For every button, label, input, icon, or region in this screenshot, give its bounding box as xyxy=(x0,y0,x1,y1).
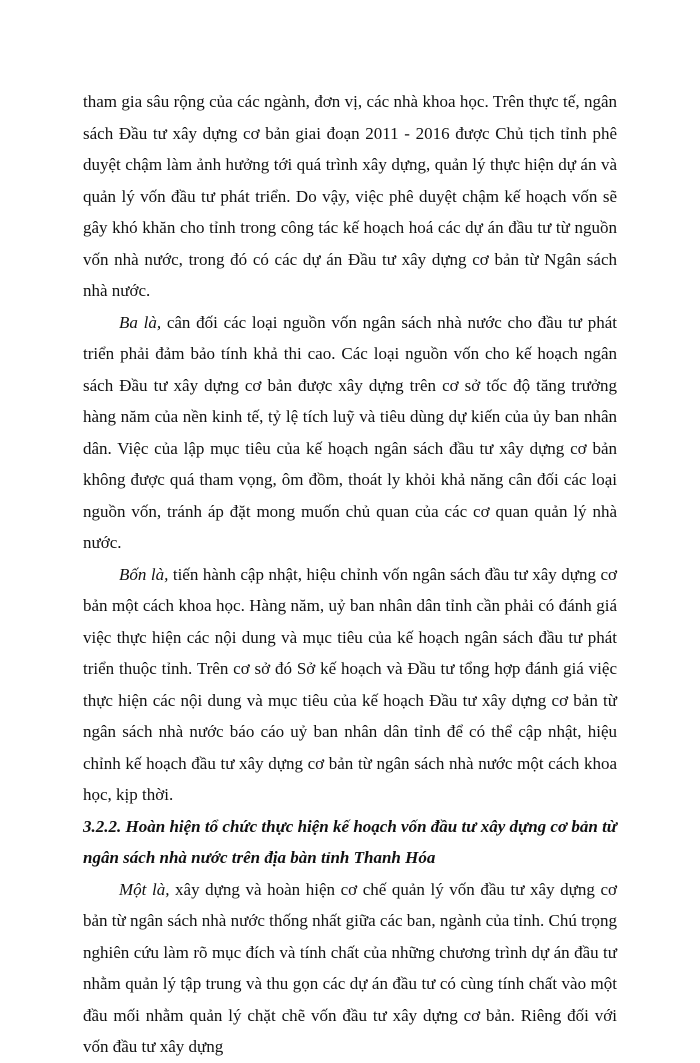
paragraph-text: cân đối các loại nguồn vốn ngân sách nhà nước cho đầu tư phát triển phải đảm bảo tính khả thi cao. Các loại nguồn vốn cho kế hoạch ngân sách Đầu tư xây dựng cơ bản được xây dựng trên cơ sở tốc độ tăng trưởng hàng năm của nền kinh tế, tỷ lệ tích luỹ và tiêu dùng dự kiến của ủy ban nhân dân. Việc của lập mục tiêu của kế hoạch ngân sách đầu tư xây dựng cơ bản không được quá tham vọng, ôm đồm, thoát ly khỏi khả năng cân đối các loại nguồn vốn, tránh áp đặt mong muốn chủ quan của các cơ quan quản lý nhà nước. xyxy=(83,312,617,552)
section-heading: 3.2.2. Hoàn hiện tổ chức thực hiện kế hoạch vốn đầu tư xây dựng cơ bản từ ngân sách nhà nước trên địa bàn tỉnh Thanh Hóa xyxy=(83,816,617,867)
paragraph-lead: Ba là, xyxy=(119,312,162,332)
paragraph-text: tham gia sâu rộng của các ngành, đơn vị, các nhà khoa học. Trên thực tế, ngân sách Đầu tư xây dựng cơ bản giai đoạn 2011 - 2016 được Chủ tịch tỉnh phê duyệt chậm làm ảnh hưởng tới quá trình xây dựng, quản lý thực hiện dự án và quản lý vốn đầu tư phát triển. Do vậy, việc phê duyệt chậm kế hoạch vốn sẽ gây khó khăn cho tỉnh trong công tác kế hoạch hoá các dự án đầu tư từ nguồn vốn nhà nước, trong đó có các dự án Đầu tư xây dựng cơ bản từ Ngân sách nhà nước. xyxy=(83,92,617,300)
paragraph-text: tiến hành cập nhật, hiệu chỉnh vốn ngân sách đầu tư xây dựng cơ bản một cách khoa học. Hàng năm, uỷ ban nhân dân tỉnh cần phải có đánh giá việc thực hiện các nội dung và mục tiêu của kế hoạch ngân sách đầu tư phát triển thuộc tỉnh. Trên cơ sở đó Sở kế hoạch và Đầu tư tổng hợp đánh giá việc thực hiện các nội dung và mục tiêu của kế hoạch Đầu tư xây dựng cơ bản từ ngân sách nhà nước báo cáo uỷ ban nhân dân tỉnh để có thể cập nhật, hiệu chỉnh kế hoạch đầu tư xây dựng cơ bản từ ngân sách nhà nước một cách khoa học, kịp thời. xyxy=(83,564,617,804)
paragraph-mot-la xyxy=(83,874,617,1063)
paragraph-bon-la xyxy=(83,559,617,811)
paragraph-lead: Bốn là, xyxy=(119,564,169,584)
paragraph-lead: Một là, xyxy=(119,879,170,899)
paragraph-text: xây dựng và hoàn hiện cơ chế quản lý vốn đầu tư xây dựng cơ bản từ ngân sách nhà nước thống nhất giữa các ban, ngành của tỉnh. Chú trọng nghiên cứu làm rõ mục đích và tính chất của những chương trình dự án đầu tư nhằm quản lý tập trung và thu gọn các dự án đầu tư có cùng tính chất vào một đầu mối nhằm quản lý chặt chẽ vốn đầu tư xây dựng cơ bản. Riêng đối với vốn đầu tư xây dựng xyxy=(83,879,618,1056)
paragraph-continuation xyxy=(83,86,617,307)
document-page xyxy=(83,86,617,1063)
paragraph-ba-la xyxy=(83,307,617,559)
